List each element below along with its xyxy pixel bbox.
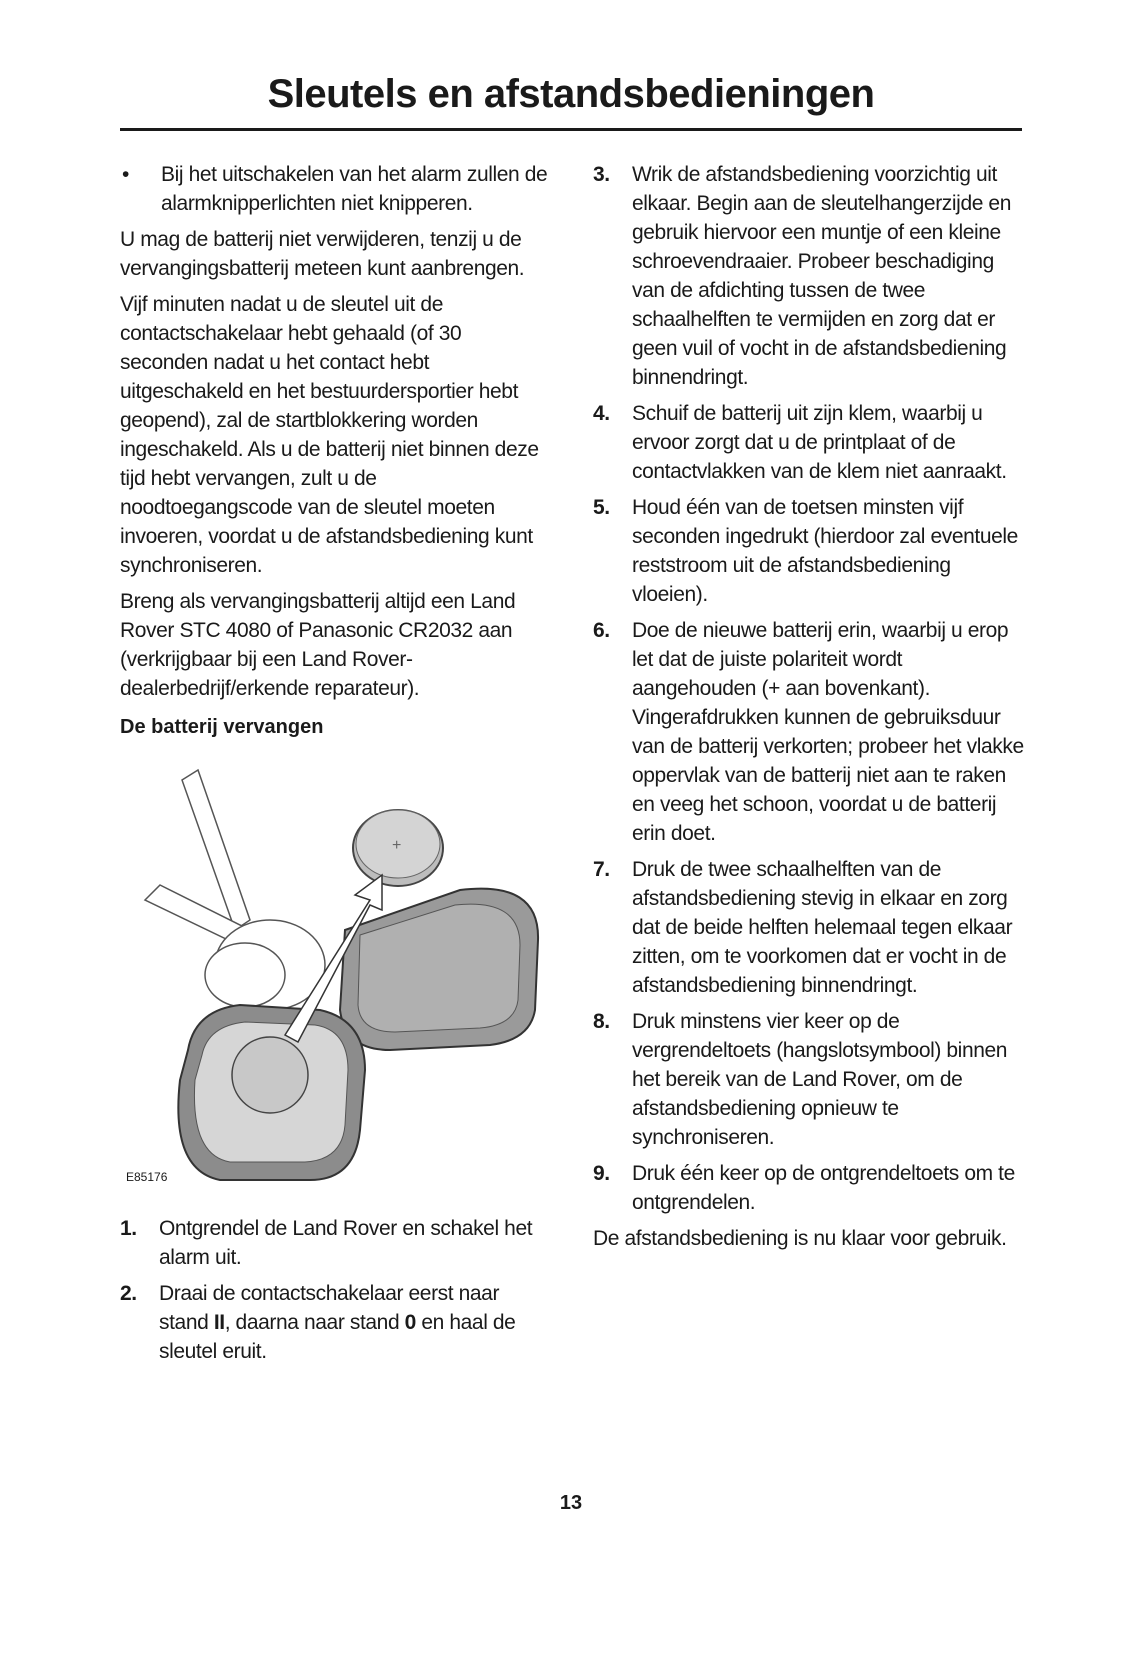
step-text: Schuif de batterij uit zijn klem, waarbij u ervoor zorgt dat u de printplaat of de contactvlakken van de klem niet aanraakt. — [632, 402, 1007, 483]
step-item — [120, 1279, 552, 1366]
bullet-icon: • — [122, 163, 129, 186]
right-column — [593, 160, 1025, 1260]
step-item — [120, 1214, 552, 1272]
step-item — [593, 493, 1025, 609]
figure-label: E85176 — [126, 1170, 168, 1184]
closing-paragraph: De afstandsbediening is nu klaar voor gebruik. — [593, 1227, 1007, 1250]
step-text: Druk de twee schaalhelften van de afstandsbediening stevig in elkaar en zorg dat de beide helften helemaal tegen elkaar zitten, om te voorkomen dat er vocht in de afstandsbediening binnendringt. — [632, 858, 1013, 997]
step-number: 2. — [120, 1282, 137, 1305]
step-number: 1. — [120, 1217, 137, 1240]
svg-text:+: + — [392, 837, 401, 854]
page-title: Sleutels en afstandsbedieningen — [267, 72, 875, 116]
step-number: 9. — [593, 1162, 610, 1185]
step-text: Druk minstens vier keer op de vergrendeltoets (hangslotsymbool) binnen het bereik van de Land Rover, om de afstandsbediening opnieuw te synchroniseren. — [632, 1010, 1008, 1149]
position-II: II — [213, 1311, 225, 1334]
key-fob-illustration — [120, 750, 552, 1200]
step-text — [159, 1279, 552, 1366]
page-number: 13 — [559, 1492, 583, 1514]
position-0: 0 — [404, 1311, 416, 1334]
step-number: 4. — [593, 402, 610, 425]
step-item — [593, 855, 1025, 1000]
step-number: 3. — [593, 163, 610, 186]
paragraph: Breng als vervangingsbatterij altijd een Land Rover STC 4080 of Panasonic CR2032 aan (verkrijgbaar bij een Land Rover-dealerbedrijf/erkende reparateur). — [120, 590, 516, 700]
step-item — [593, 160, 1025, 392]
coin-battery — [353, 810, 443, 886]
bullet-text: Bij het uitschakelen van het alarm zullen de alarmknipperlichten niet knipperen. — [161, 163, 548, 215]
step-item — [593, 616, 1025, 848]
step-text-part: Draai de contactschakelaar eerst naar stand — [159, 1282, 500, 1334]
step-text: Doe de nieuwe batterij erin, waarbij u erop let dat de juiste polariteit wordt aangehouden (+ aan bovenkant). Vingerafdrukken kunnen de gebruiksduur van de batterij verkorten; probeer het vlakke oppervlak van de batterij niet aan te raken en veeg het schoon, voordat u de batterij erin doet. — [632, 619, 1024, 845]
left-column — [120, 160, 552, 1373]
step-number: 8. — [593, 1010, 610, 1033]
title-rule — [120, 128, 1022, 131]
bullet-item — [120, 160, 552, 218]
paragraph: Vijf minuten nadat u de sleutel uit de contactschakelaar hebt gehaald (of 30 seconden nadat u het contact hebt uitgeschakeld en het bestuurdersportier hebt geopend), zal de startblokkering worden ingeschakeld. Als u de batterij niet binnen deze tijd hebt vervangen, zult u de noodtoegangscode van de sleutel moeten invoeren, voordat u de afstandsbediening kunt synchroniseren. — [120, 293, 539, 577]
step-text: Wrik de afstandsbediening voorzichtig uit elkaar. Begin aan de sleutelhangerzijde en gebruik hiervoor een muntje of een kleine schroevendraaier. Probeer beschadiging van de afdichting tussen de twee schaalhelften te vermijden en zorg dat er geen vuil of vocht in de afstandsbediening binnendringt. — [632, 163, 1011, 389]
step-text: Houd één van de toetsen minsten vijf seconden ingedrukt (hierdoor zal eventuele reststroom uit de afstandsbediening vloeien). — [632, 496, 1018, 606]
step-item — [593, 1007, 1025, 1152]
step-text: Ontgrendel de Land Rover en schakel het alarm uit. — [159, 1217, 533, 1269]
step-text-part: , daarna naar stand — [224, 1311, 405, 1334]
section-heading: De batterij vervangen — [120, 716, 324, 738]
step-number: 5. — [593, 496, 610, 519]
step-item — [593, 399, 1025, 486]
battery-replacement-illustration — [120, 750, 552, 1200]
step-number: 7. — [593, 858, 610, 881]
step-text: Druk één keer op de ontgrendeltoets om te ontgrendelen. — [632, 1162, 1015, 1214]
step-number: 6. — [593, 619, 610, 642]
step-item — [593, 1159, 1025, 1217]
step-text-part: en haal de sleutel eruit. — [159, 1311, 516, 1363]
paragraph: U mag de batterij niet verwijderen, tenzij u de vervangingsbatterij meteen kunt aanbrengen. — [120, 228, 525, 280]
